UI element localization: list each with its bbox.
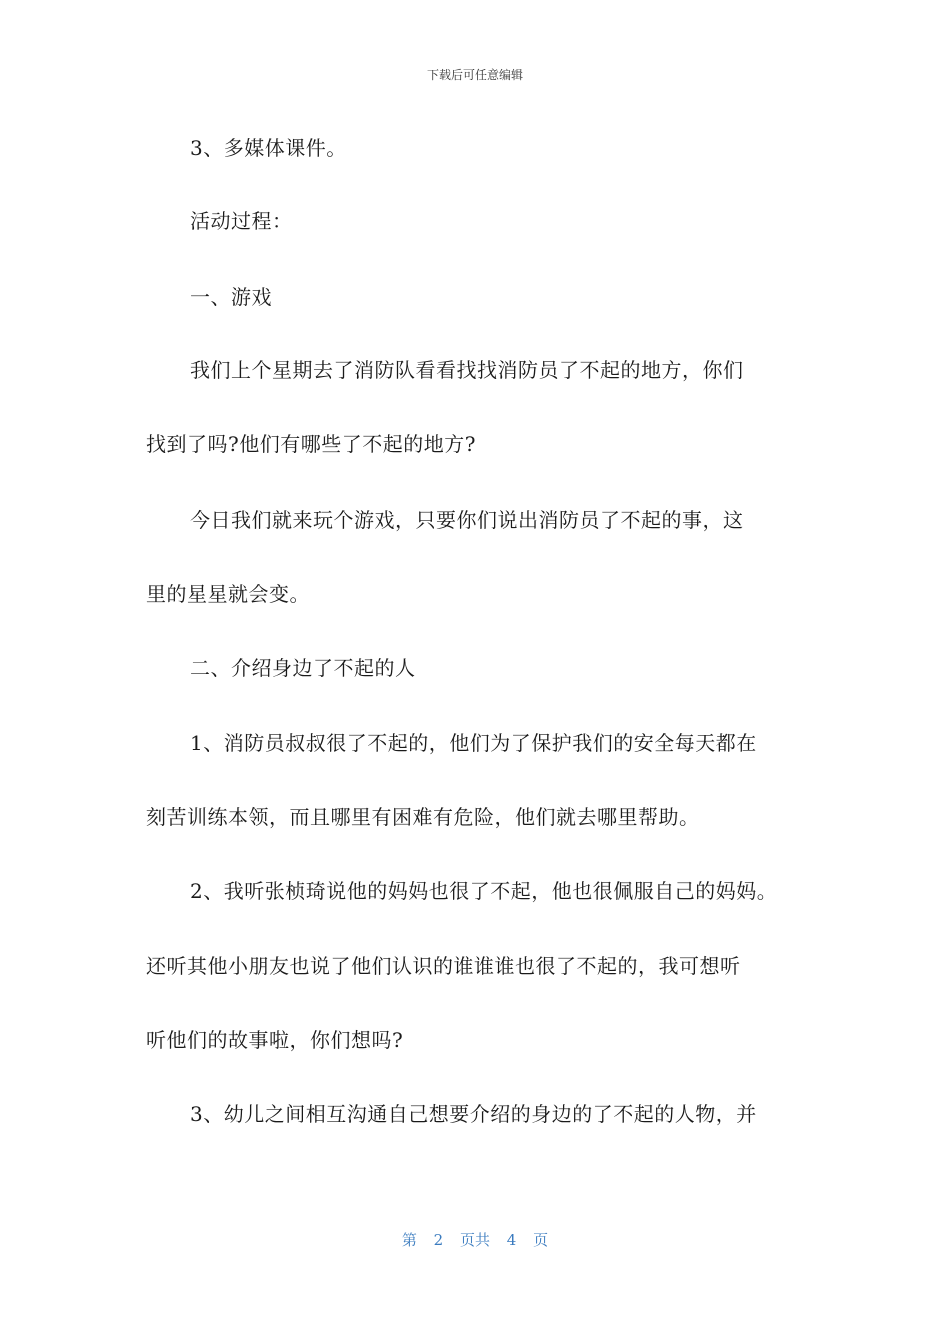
footer-suffix: 页 <box>533 1231 549 1249</box>
body-line-12: 还听其他小朋友也说了他们认识的谁谁谁也很了不起的，我可想听 <box>146 954 741 978</box>
body-line-8: 二、介绍身边了不起的人 <box>190 656 416 680</box>
body-line-4: 我们上个星期去了消防队看看找找消防员了不起的地方，你们 <box>190 358 744 382</box>
body-line-13: 听他们的故事啦，你们想吗? <box>146 1028 404 1052</box>
footer-current-page: 2 <box>433 1231 444 1249</box>
page-footer <box>0 1229 950 1250</box>
body-line-3: 一、游戏 <box>190 285 272 309</box>
footer-total-pages: 4 <box>506 1231 517 1249</box>
body-line-10: 刻苦训练本领，而且哪里有困难有危险，他们就去哪里帮助。 <box>146 805 700 829</box>
body-line-9: 1、消防员叔叔很了不起的，他们为了保护我们的安全每天都在 <box>190 731 757 755</box>
body-line-2: 活动过程： <box>190 209 293 233</box>
body-line-5: 找到了吗?他们有哪些了不起的地方? <box>146 432 476 456</box>
body-line-7: 里的星星就会变。 <box>146 582 310 606</box>
body-line-6: 今日我们就来玩个游戏，只要你们说出消防员了不起的事，这 <box>190 508 744 532</box>
body-line-14: 3、幼儿之间相互沟通自己想要介绍的身边的了不起的人物，并 <box>190 1102 757 1126</box>
body-line-11: 2、我听张桢琦说他的妈妈也很了不起，他也很佩服自己的妈妈。 <box>190 879 778 903</box>
page-header: 下载后可任意编辑 <box>426 68 523 82</box>
footer-middle: 页共 <box>459 1231 490 1249</box>
body-line-1: 3、多媒体课件。 <box>190 136 347 160</box>
footer-prefix: 第 <box>401 1231 417 1249</box>
